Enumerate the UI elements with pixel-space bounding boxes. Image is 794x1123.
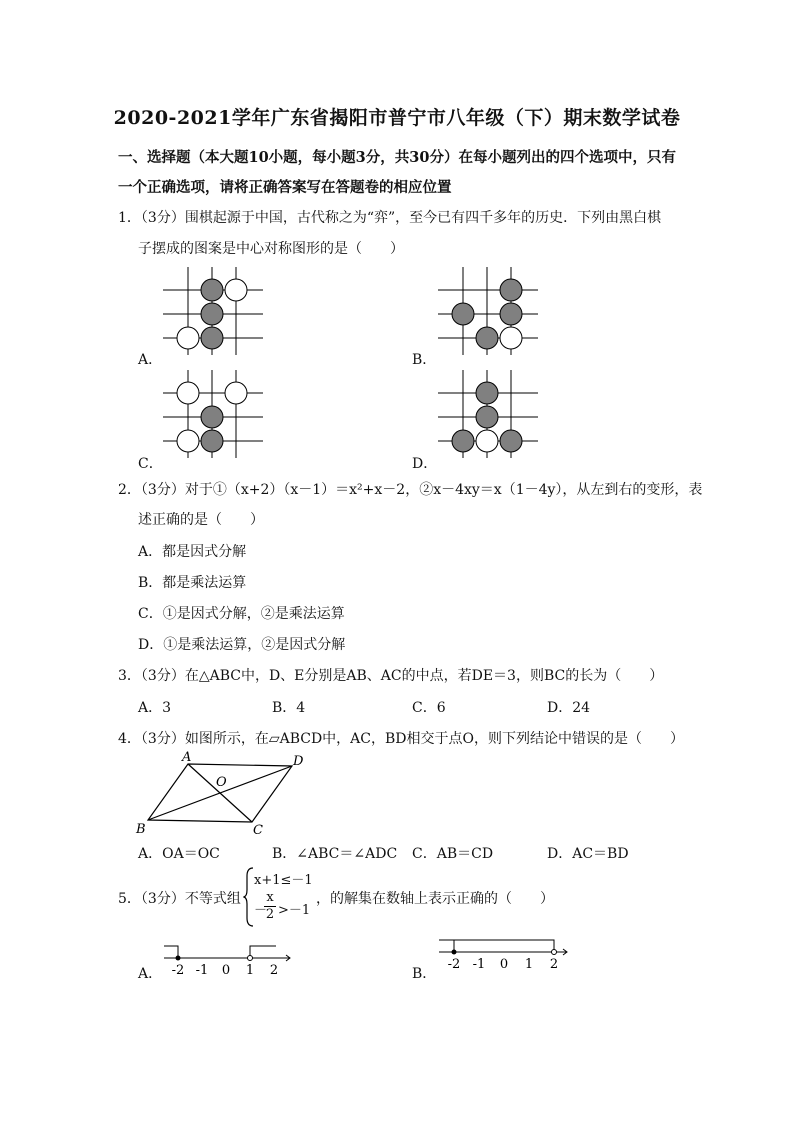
q4-label-o: O (216, 775, 227, 790)
page-title: 2020-2021学年广东省揭阳市普宁市八年级（下）期末数学试卷 (113, 107, 681, 129)
q4-label-d: D (293, 754, 304, 769)
q2-option-c: C．①是因式分解，②是乘法运算 (138, 606, 345, 622)
q5-suffix: ，的解集在数轴上表示正确的（ ） (316, 891, 554, 907)
q5a-tick-neg1: -1 (195, 963, 209, 978)
q5b-tick-1: 1 (524, 957, 534, 972)
q2-option-b: B．都是乘法运算 (138, 575, 247, 591)
q5a-tick-1: 1 (245, 963, 255, 978)
q3-option-d: D．24 (547, 700, 591, 716)
q5-inequality-2-tail: >－1 (278, 903, 311, 918)
q5b-tick-neg2: -2 (447, 957, 461, 972)
q4-label-a: A (182, 750, 192, 765)
section-heading-line1: 一、选择题（本大题10小题，每小题3分，共30分）在每小题列出的四个选项中，只有 (118, 149, 676, 166)
q2-option-d: D．①是乘法运算，②是因式分解 (138, 637, 346, 653)
q1-figure-b (438, 265, 538, 355)
q2-option-a: A．都是因式分解 (138, 544, 247, 560)
q5-number-line-a (158, 938, 298, 978)
q4-option-b: B．∠ABC＝∠ADC (272, 846, 398, 862)
q4-parallelogram-figure (132, 750, 312, 838)
q5-option-a: A． (138, 966, 163, 982)
q4-option-c: C．AB＝CD (412, 846, 494, 862)
q1-option-b: B． (412, 352, 437, 368)
q2-stem-line2: 述正确的是（ ） (138, 512, 264, 528)
q5-inequality-2-numerator: x (264, 890, 276, 907)
q5b-tick-neg1: -1 (472, 957, 486, 972)
q5-inequality-1: x+1≤－1 (254, 873, 313, 888)
q5a-tick-0: 0 (221, 963, 231, 978)
q5b-tick-0: 0 (499, 957, 509, 972)
q4-stem: 4．（3分）如图所示，在▱ABCD中，AC，BD相交于点O，则下列结论中错误的是（ ） (118, 731, 684, 747)
q3-option-a: A．3 (138, 700, 172, 716)
q5-option-b: B． (412, 966, 437, 982)
q5-inequality-2-denominator: 2 (265, 907, 275, 922)
q4-option-d: D．AC＝BD (547, 846, 629, 862)
q4-option-a: A．OA＝OC (138, 846, 220, 862)
q1-option-a: A． (138, 352, 163, 368)
q3-stem: 3．（3分）在△ABC中，D、E分别是AB、AC的中点，若DE＝3，则BC的长为（ ） (118, 668, 664, 684)
q5-inequality-2-sign: － (254, 903, 268, 918)
q5a-tick-2: 2 (269, 963, 279, 978)
q1-stem-line2: 子摆成的图案是中心对称图形的是（ ） (138, 241, 404, 257)
q4-label-b: B (136, 822, 146, 837)
q1-figure-d (438, 368, 538, 458)
q5-number-line-b (435, 932, 575, 972)
q5a-tick-neg2: -2 (171, 963, 185, 978)
q5b-tick-2: 2 (549, 957, 559, 972)
q4-label-c: C (253, 823, 263, 838)
q5-prefix: 5．（3分）不等式组 (118, 891, 241, 907)
q3-option-b: B．4 (272, 700, 306, 716)
q1-option-c: C． (138, 456, 163, 472)
section-heading-line2: 一个正确选项，请将正确答案写在答题卷的相应位置 (118, 179, 452, 196)
q1-figure-a (163, 265, 263, 355)
q1-option-d: D． (412, 456, 438, 472)
q2-stem-line1: 2．（3分）对于①（x+2）（x－1）＝x²+x－2，②x－4xy＝x（1－4y），从左到右的变形，表 (118, 482, 703, 498)
q1-figure-c (163, 368, 263, 458)
q3-option-c: C．6 (412, 700, 446, 716)
q1-stem-line1: 1．（3分）围棋起源于中国，古代称之为“弈”，至今已有四千多年的历史．下列由黑白棋 (118, 210, 662, 226)
